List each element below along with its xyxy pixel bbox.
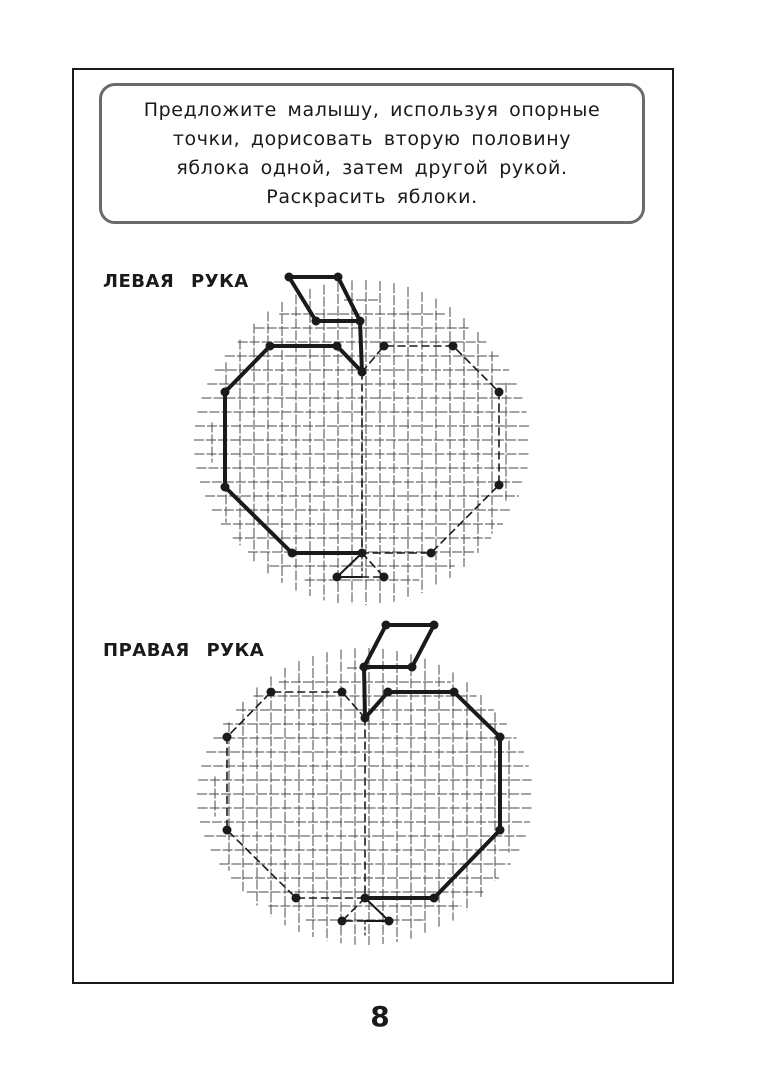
anchor-dot [338,917,347,926]
anchor-dot [449,342,458,351]
anchor-dot [312,317,321,326]
left-hand-label: ЛЕВАЯ РУКА [103,271,249,292]
anchor-dot [427,549,436,558]
anchor-dot [408,663,417,672]
apple-right-outline-solid [365,692,500,898]
anchor-dot [384,688,393,697]
apple-right-leaf [364,625,434,667]
instruction-line-1: Предложите малышу, используя опорные [143,98,601,121]
anchor-dot [380,342,389,351]
anchor-dot [380,573,389,582]
anchor-dot [361,894,370,903]
anchor-dot [496,733,505,742]
anchor-dot [358,368,367,377]
apple-right-outline-dashed [227,692,365,898]
anchor-dot [430,621,439,630]
instruction-line-3: яблока одной, затем другой рукой. [176,156,568,179]
anchor-dot [382,621,391,630]
anchor-dot [361,714,370,723]
anchor-dot [430,894,439,903]
apple-left-hand [194,273,530,605]
anchor-dot [450,688,459,697]
anchor-dot [334,273,343,282]
apple-left-tail-dashed [362,553,384,577]
anchor-dot [496,826,505,835]
anchor-dot [333,342,342,351]
apple-right-hand [197,621,533,945]
anchor-dot [495,481,504,490]
anchor-dot [358,549,367,558]
instruction-line-4: Раскрасить яблоки. [266,185,478,208]
anchor-dot [285,273,294,282]
apple-left-stem [360,321,362,372]
anchor-dot [288,549,297,558]
anchor-dot [385,917,394,926]
anchor-dot [221,483,230,492]
anchor-dot [292,894,301,903]
anchor-dot [356,317,365,326]
page-number: 8 [370,1000,390,1033]
anchor-dot [266,342,275,351]
anchor-dot [360,663,369,672]
apple-right-tail-dashed [342,898,365,921]
apple-left-outline-solid [225,346,362,553]
anchor-dot [267,688,276,697]
anchor-dot [495,388,504,397]
right-hand-label: ПРАВАЯ РУКА [103,640,265,661]
instruction-line-2: точки, дорисовать вторую половину [172,127,572,150]
anchor-dot [223,826,232,835]
apple-right-stem [364,667,365,718]
anchor-dot [333,573,342,582]
anchor-dot [338,688,347,697]
anchor-dot [221,388,230,397]
anchor-dot [223,733,232,742]
apple-left-tail-solid [337,553,362,577]
